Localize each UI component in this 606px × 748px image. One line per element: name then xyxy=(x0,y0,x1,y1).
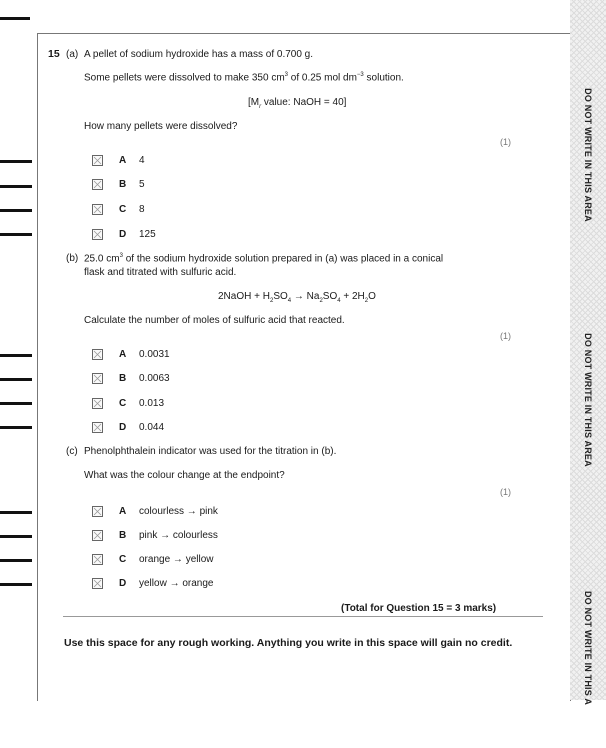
answer-checkbox[interactable] xyxy=(92,554,103,565)
answer-line-mark xyxy=(0,559,32,562)
answer-checkbox[interactable] xyxy=(92,204,103,215)
answer-checkbox[interactable] xyxy=(92,398,103,409)
option-text: pink → colourless xyxy=(139,530,218,541)
answer-checkbox[interactable] xyxy=(92,422,103,433)
margin-warning: DO NOT WRITE IN THIS AREA xyxy=(583,88,593,222)
answer-checkbox[interactable] xyxy=(92,179,103,190)
part-a-label: (a) xyxy=(66,49,79,60)
answer-checkbox[interactable] xyxy=(92,506,103,517)
part-c-stem: Phenolphthalein indicator was used for the titration in (b). xyxy=(84,446,337,457)
question-frame xyxy=(37,33,571,701)
answer-checkbox[interactable] xyxy=(92,578,103,589)
option-letter: D xyxy=(119,422,127,433)
part-a-stem-2: Some pellets were dissolved to make 350 $cm^3$ of 0.25 mol $dm^{-3}$ solution. xyxy=(84,72,404,84)
option-text: 0.044 xyxy=(139,422,165,433)
part-c-marks: (1) xyxy=(500,487,511,497)
part-b-label: (b) xyxy=(66,253,79,264)
answer-line-mark xyxy=(0,185,32,188)
option-text: orange → yellow xyxy=(139,554,214,565)
divider xyxy=(63,616,543,617)
question-total: (Total for Question 15 = 3 marks) xyxy=(341,603,497,614)
answer-line-mark xyxy=(0,160,32,163)
option-text: 0.0031 xyxy=(139,349,170,360)
answer-checkbox[interactable] xyxy=(92,530,103,541)
answer-checkbox[interactable] xyxy=(92,373,103,384)
option-letter: A xyxy=(119,155,127,166)
option-text: 0.0063 xyxy=(139,373,170,384)
reaction-equation: 2NaOH + $H_2SO_4 \to Na_2SO_4 + 2H_2O$ xyxy=(218,291,376,304)
part-b-marks: (1) xyxy=(500,331,511,341)
no-write-margin xyxy=(570,0,606,706)
option-text: 125 xyxy=(139,229,156,240)
part-c-question: What was the colour change at the endpoint? xyxy=(84,470,285,481)
option-letter: D xyxy=(119,229,127,240)
answer-line-mark xyxy=(0,583,32,586)
part-a-marks: (1) xyxy=(500,137,511,147)
answer-checkbox[interactable] xyxy=(92,349,103,360)
option-letter: B xyxy=(119,530,127,541)
margin-warning: DO NOT WRITE IN THIS A xyxy=(583,590,593,706)
option-letter: B xyxy=(119,179,127,190)
option-letter: C xyxy=(119,204,127,215)
rough-work-note: Use this space for any rough working. Anything you write in this space will gain no credit. xyxy=(64,637,513,649)
answer-line-mark xyxy=(0,535,32,538)
option-text: 0.013 xyxy=(139,398,165,409)
option-text: yellow → orange xyxy=(139,578,214,589)
answer-checkbox[interactable] xyxy=(92,155,103,166)
option-letter: D xyxy=(119,578,127,589)
option-text: 4 xyxy=(139,155,145,166)
option-text: 8 xyxy=(139,204,145,215)
answer-line-mark xyxy=(0,511,32,514)
answer-checkbox[interactable] xyxy=(92,229,103,240)
answer-line-mark xyxy=(0,209,32,212)
part-c-label: (c) xyxy=(66,446,78,457)
question-number: 15 xyxy=(48,48,60,60)
option-letter: A xyxy=(119,349,127,360)
part-b-stem: 25.0 $cm^3$ of the sodium hydroxide solution prepared in (a) was placed in a conical xyxy=(84,253,444,265)
option-letter: C xyxy=(119,398,127,409)
option-letter: A xyxy=(119,506,127,517)
part-a-question: How many pellets were dissolved? xyxy=(84,121,238,132)
answer-line-mark xyxy=(0,426,32,429)
option-letter: C xyxy=(119,554,127,565)
answer-line-mark xyxy=(0,233,32,236)
option-letter: B xyxy=(119,373,127,384)
relative-mass-note: [$M_r$ value: NaOH = 40] xyxy=(248,97,347,110)
part-b-stem-2: flask and titrated with sulfuric acid. xyxy=(84,267,237,278)
part-a-stem: A pellet of sodium hydroxide has a mass of 0.700 g. xyxy=(84,49,314,60)
top-registration-mark xyxy=(0,17,30,20)
part-b-question: Calculate the number of moles of sulfuric acid that reacted. xyxy=(84,315,345,326)
margin-warning: DO NOT WRITE IN THIS AREA xyxy=(583,333,593,467)
answer-line-mark xyxy=(0,354,32,357)
option-text: 5 xyxy=(139,179,145,190)
answer-line-mark xyxy=(0,402,32,405)
option-text: colourless → pink xyxy=(139,506,218,517)
answer-line-mark xyxy=(0,378,32,381)
